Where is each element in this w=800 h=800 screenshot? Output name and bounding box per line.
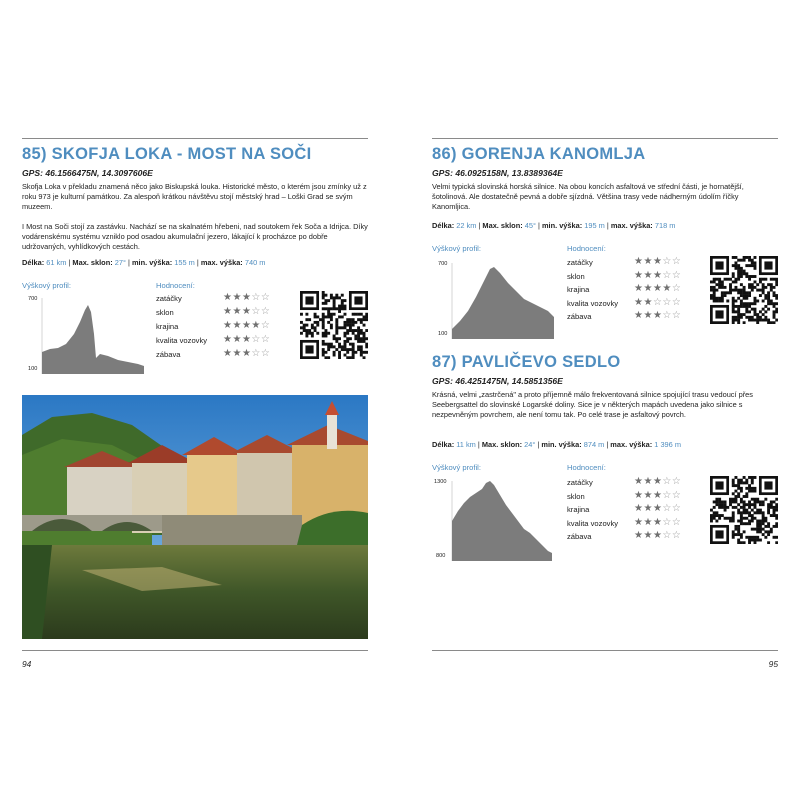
star-icon: ★: [223, 348, 233, 359]
star-icon: ☆: [662, 256, 672, 267]
star-icon: ☆: [260, 292, 271, 303]
star-icon: ★: [643, 256, 653, 267]
star-rating: [223, 306, 270, 317]
length-label: Délka:: [432, 221, 455, 230]
star-icon: ★: [634, 310, 644, 321]
star-icon: ★: [634, 530, 644, 541]
star-icon: ☆: [671, 283, 682, 294]
star-icon: ★: [643, 310, 653, 321]
slope-label: Max. sklon:: [72, 258, 113, 267]
star-icon: ☆: [671, 476, 682, 487]
star-icon: ★: [652, 530, 663, 541]
star-icon: ★: [634, 269, 644, 281]
route-description: Skofja Loka v překladu znamená něco jako Biskupská louka. Historické město, o kterém jsou zmínky už z roku 973 je kulturní památkou. Za alespoň krátkou návštěvu stojí městský hrad – Loški Grad se svým muzeem.: [22, 182, 367, 212]
rating-label: krajina: [567, 505, 590, 514]
profile-bottom-label: 800: [436, 553, 446, 559]
max-height-label: max. výška:: [610, 221, 653, 230]
page-number: 95: [768, 659, 778, 669]
star-rating: [634, 490, 681, 501]
star-icon: ☆: [671, 489, 682, 501]
star-icon: ☆: [260, 320, 271, 331]
route-description: I Most na Soči stojí za zastávku. Nachází se na skalnatém hřebeni, nad soutokem řek Soča a Idrijca. Díky vodárenskému systému vzniklo pod osadou akumulační jezero, lákající k procházce po dobře udržovaných, vyhlídkových cestách.: [22, 222, 368, 252]
gps-coordinates: GPS: 46.4251475N, 14.5851356E: [432, 376, 563, 386]
star-icon: ★: [643, 283, 653, 294]
rating-row: [567, 478, 707, 490]
rating-row: [156, 350, 296, 362]
rating-label: krajina: [567, 285, 590, 294]
rating-label: sklon: [156, 308, 174, 317]
elevation-profile: [432, 259, 557, 339]
profile-top-label: 700: [438, 261, 448, 267]
star-rating: [634, 517, 681, 528]
star-icon: ☆: [260, 348, 271, 359]
star-icon: ★: [223, 320, 233, 331]
rating-label: krajina: [156, 322, 179, 331]
profile-top-label: 700: [28, 296, 38, 302]
star-icon: ★: [643, 503, 653, 514]
slope-value: 45°: [524, 221, 536, 230]
rating-row: [567, 516, 707, 531]
gps-coordinates: GPS: 46.1566475N, 14.3097606E: [22, 168, 153, 178]
rating-label: zábava: [567, 532, 592, 541]
star-icon: ☆: [662, 516, 672, 528]
qr-code-icon[interactable]: [710, 256, 778, 324]
star-icon: ★: [634, 296, 644, 308]
route-description: Velmi typická slovinská horská silnice. Na obou koncích asfaltová ve střední části, je hornatější, šotolinová. Ale dostatečně pevná a dobře sjízdná. Většina trasy vede nádherným údolím říčky Kanomljica.: [432, 182, 744, 212]
star-icon: ★: [634, 489, 644, 501]
star-icon: ☆: [671, 310, 682, 321]
star-icon: ★: [232, 348, 242, 359]
rating-row: [567, 285, 707, 297]
star-icon: ★: [652, 516, 663, 528]
route-stats: Délka: 22 km | Max. sklon: 45° | min. výška: 195 m | max. výška: 718 m: [432, 221, 676, 230]
slope-value: 24°: [524, 440, 536, 449]
rating-row: [567, 312, 707, 324]
profile-area: [452, 481, 552, 561]
star-icon: ☆: [662, 476, 672, 487]
star-icon: ★: [652, 503, 663, 514]
min-height-value: 195 m: [584, 221, 605, 230]
length-label: Délka:: [22, 258, 45, 267]
star-icon: ★: [634, 283, 644, 294]
route-title: 87) PAVLIČEVO SEDLO: [432, 353, 621, 371]
max-height-label: max. výška:: [610, 440, 653, 449]
star-icon: ☆: [260, 334, 271, 345]
profile-heading: Výškový profil:: [22, 281, 71, 290]
star-icon: ★: [251, 320, 261, 331]
star-icon: ★: [634, 516, 644, 528]
rating-label: zatáčky: [567, 478, 593, 487]
route-title: 86) GORENJA KANOMLJA: [432, 145, 646, 163]
star-icon: ☆: [662, 530, 672, 541]
header-rule: [22, 138, 368, 139]
route-title: 85) SKOFJA LOKA - MOST NA SOČI: [22, 145, 312, 163]
star-icon: ★: [643, 296, 653, 308]
star-icon: ☆: [662, 310, 672, 321]
route-stats: Délka: 11 km | Max. sklon: 24° | min. výška: 874 m | max. výška: 1 396 m: [432, 440, 681, 449]
route-description: Krásná, velmi „zastrčená" a proto příjemně málo frekventovaná silnice spojující trasu vedoucí přes Seebergsattel do slovinské Logarské doliny. Sice je v některých mapách uvedena jako silnice s nezpevněným povrchem, ale není tomu tak. Po celé trase je asfaltový povrch.: [432, 390, 753, 420]
rating-list: [156, 294, 296, 364]
star-icon: ★: [232, 306, 242, 317]
star-icon: ★: [643, 516, 653, 528]
rating-list: [567, 478, 707, 548]
star-icon: ☆: [662, 269, 672, 281]
max-height-value: 1 396 m: [654, 440, 681, 449]
slope-label: Max. sklon:: [482, 221, 523, 230]
slope-label: Max. sklon:: [481, 440, 523, 449]
slope-value: 27°: [114, 258, 126, 267]
star-icon: ★: [241, 320, 252, 331]
max-height-value: 718 m: [654, 221, 676, 230]
footer-rule: [432, 650, 778, 651]
min-height-label: min. výška:: [541, 440, 582, 449]
rating-label: sklon: [567, 271, 585, 281]
length-value: 22 km: [456, 221, 477, 230]
star-rating: [223, 334, 270, 345]
star-icon: ★: [223, 292, 233, 303]
star-icon: ★: [223, 306, 233, 317]
star-icon: ★: [634, 503, 644, 514]
star-icon: ★: [232, 334, 242, 345]
star-icon: ★: [241, 348, 252, 359]
rating-label: zatáčky: [156, 294, 182, 303]
star-icon: ☆: [671, 516, 682, 528]
rating-row: [567, 505, 707, 517]
min-height-label: min. výška:: [131, 258, 173, 267]
rating-label: sklon: [567, 491, 585, 501]
star-icon: ★: [643, 269, 653, 281]
star-icon: ☆: [662, 489, 672, 501]
star-icon: ☆: [671, 296, 682, 308]
star-icon: ★: [652, 256, 663, 267]
star-icon: ☆: [652, 296, 663, 308]
star-rating: [634, 503, 681, 514]
length-label: Délka:: [432, 440, 455, 449]
star-icon: ★: [652, 269, 663, 281]
rating-row: [156, 322, 296, 334]
rating-row: [567, 258, 707, 270]
profile-bottom-label: 100: [28, 366, 38, 372]
qr-code-icon[interactable]: [710, 476, 778, 544]
left-page: [22, 0, 368, 800]
length-value: 11 km: [456, 440, 476, 449]
rating-label: zábava: [567, 312, 592, 321]
star-icon: ☆: [260, 306, 271, 317]
star-icon: ★: [643, 489, 653, 501]
star-rating: [223, 348, 270, 359]
length-value: 61 km: [46, 258, 67, 267]
star-icon: ☆: [671, 503, 682, 514]
star-icon: ☆: [671, 256, 682, 267]
elevation-profile: [22, 294, 147, 374]
star-icon: ★: [652, 489, 663, 501]
gps-coordinates: GPS: 46.0925158N, 13.8389364E: [432, 168, 563, 178]
star-icon: ★: [241, 292, 252, 303]
star-icon: ★: [634, 256, 644, 267]
rating-label: zatáčky: [567, 258, 593, 267]
star-icon: ★: [643, 476, 653, 487]
rating-label: kvalita vozovky: [156, 336, 208, 345]
profile-heading: Výškový profil:: [432, 463, 481, 472]
profile-top-label: 1300: [434, 479, 447, 485]
star-icon: ★: [652, 476, 663, 487]
rating-row: [156, 336, 296, 348]
star-icon: ★: [241, 334, 252, 345]
star-rating: [223, 320, 270, 331]
town-photo: [22, 395, 368, 639]
star-icon: ☆: [662, 296, 672, 308]
star-rating: [634, 530, 681, 541]
header-rule: [432, 138, 778, 139]
rating-row: [156, 308, 296, 320]
footer-rule: [22, 650, 368, 651]
star-icon: ★: [223, 334, 233, 345]
star-icon: ☆: [251, 306, 261, 317]
qr-code-icon[interactable]: [300, 291, 368, 359]
min-height-value: 874 m: [583, 440, 605, 449]
star-icon: ☆: [662, 503, 672, 514]
rating-heading: Hodnocení:: [156, 281, 195, 290]
star-icon: ★: [232, 292, 242, 303]
star-rating: [634, 297, 681, 308]
star-icon: ☆: [251, 334, 261, 345]
right-page: [432, 0, 778, 800]
profile-area: [42, 305, 144, 374]
star-icon: ☆: [671, 530, 682, 541]
star-icon: ☆: [251, 292, 261, 303]
star-rating: [634, 310, 681, 321]
rating-row: [567, 532, 707, 544]
star-rating: [223, 292, 270, 303]
profile-bottom-label: 100: [438, 331, 448, 337]
star-rating: [634, 256, 681, 267]
max-height-label: max. výška:: [200, 258, 243, 267]
star-icon: ★: [232, 320, 242, 331]
star-icon: ★: [241, 306, 252, 317]
rating-label: kvalita vozovky: [567, 518, 619, 528]
star-rating: [634, 476, 681, 487]
route-stats: Délka: 61 km | Max. sklon: 27° | min. výška: 155 m | max. výška: 740 m: [22, 258, 266, 267]
star-icon: ★: [634, 476, 644, 487]
rating-label: zábava: [156, 350, 181, 359]
rating-row: [567, 296, 707, 311]
min-height-value: 155 m: [174, 258, 195, 267]
star-icon: ★: [643, 530, 653, 541]
star-icon: ☆: [251, 348, 261, 359]
rating-row: [567, 269, 707, 284]
rating-list: [567, 258, 707, 328]
max-height-value: 740 m: [244, 258, 266, 267]
page-number: 94: [22, 659, 32, 669]
rating-heading: Hodnocení:: [567, 244, 606, 253]
star-rating: [634, 283, 681, 294]
profile-area: [452, 267, 554, 339]
star-icon: ★: [662, 283, 672, 294]
profile-heading: Výškový profil:: [432, 244, 481, 253]
rating-row: [567, 489, 707, 504]
star-icon: ★: [652, 283, 663, 294]
star-icon: ★: [652, 310, 663, 321]
star-icon: ☆: [671, 269, 682, 281]
rating-row: [156, 294, 296, 306]
star-rating: [634, 270, 681, 281]
min-height-label: min. výška:: [541, 221, 583, 230]
rating-label: kvalita vozovky: [567, 298, 619, 308]
rating-heading: Hodnocení:: [567, 463, 606, 472]
elevation-profile: [432, 477, 557, 561]
